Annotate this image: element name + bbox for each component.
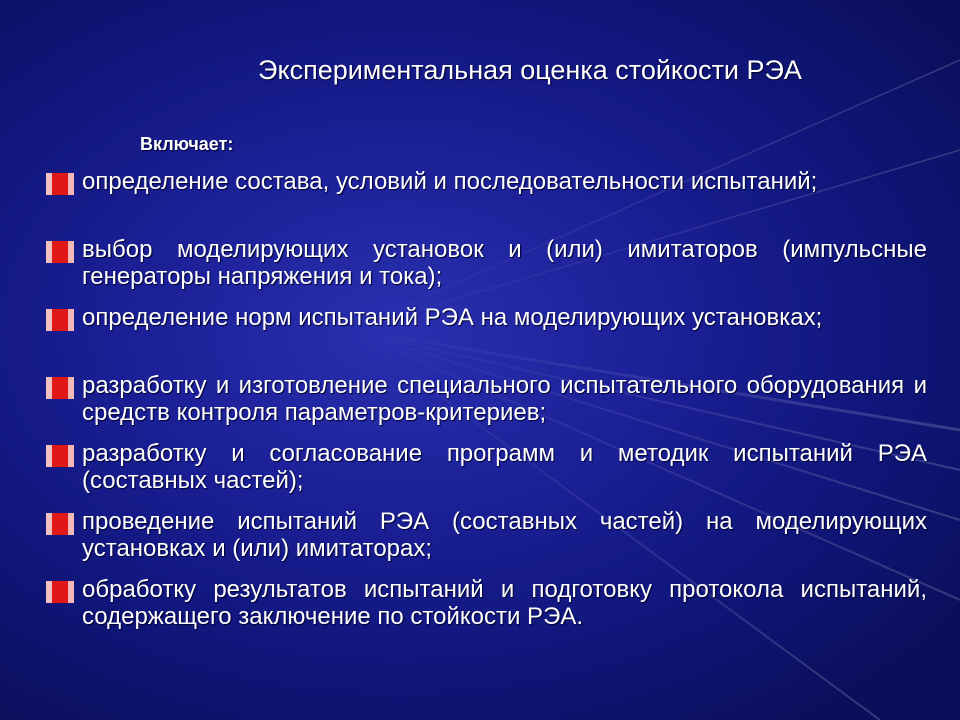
- list-item-text: разработку и согласование программ и методик испытаний РЭА (составных частей);: [82, 440, 927, 494]
- slide-title: Экспериментальная оценка стойкости РЭА: [258, 55, 802, 85]
- list-item-text: выбор моделирующих установок и (или) имитаторов (импульсные генераторы напряжения и тока);: [82, 236, 927, 290]
- bullet-icon: [46, 376, 74, 400]
- bullet-icon: [46, 240, 74, 264]
- bullet-icon: [46, 308, 74, 332]
- list-item-text: определение состава, условий и последовательности испытаний;: [82, 168, 818, 195]
- bullet-icon: [46, 172, 74, 196]
- list-item-text: обработку результатов испытаний и подготовку протокола испытаний, содержащего заключение по стойкости РЭА.: [82, 576, 927, 630]
- list-item-text: проведение испытаний РЭА (составных частей) на моделирующих установках и (или) имитаторах;: [82, 508, 927, 562]
- bullet-icon: [46, 580, 74, 604]
- slide-subtitle: Включает:: [140, 134, 234, 154]
- bullet-icon: [46, 512, 74, 536]
- list-item-text: определение норм испытаний РЭА на моделирующих установках;: [82, 304, 823, 331]
- bullet-icon: [46, 444, 74, 468]
- list-item-text: разработку и изготовление специального испытательного оборудования и средств контроля параметров-критериев;: [82, 372, 927, 426]
